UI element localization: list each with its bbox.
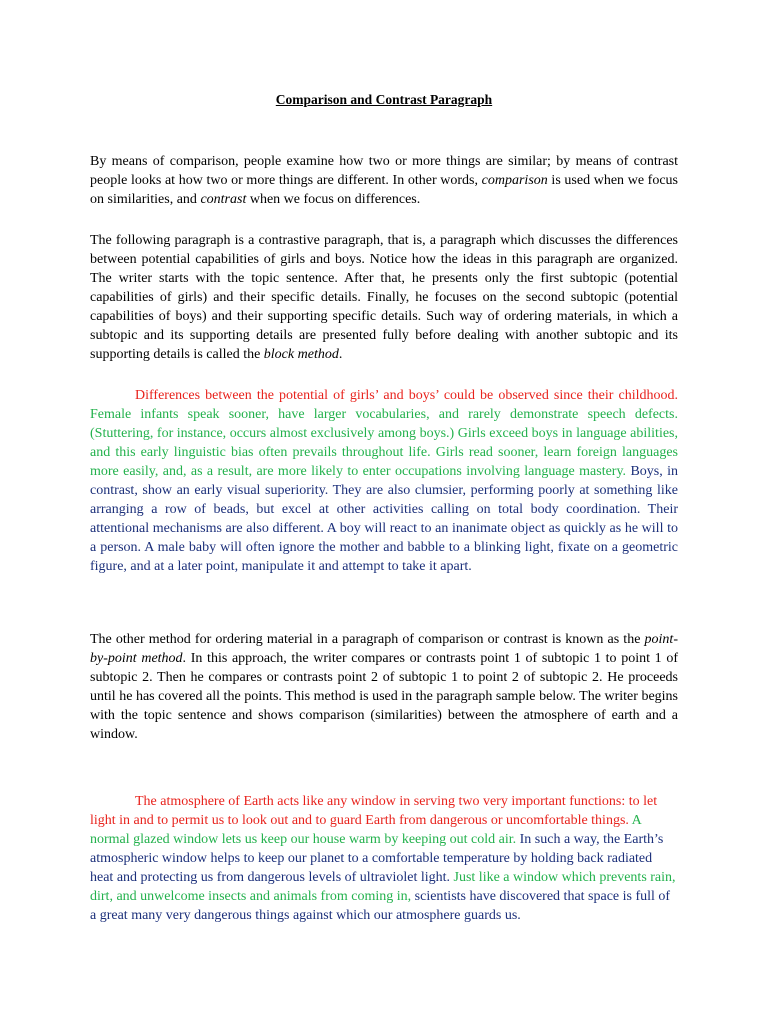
term-point-by-point: point-by-point method [90,632,678,666]
sample2-earth-detail-1: In such a way, the Earth’s atmospheric window helps to keep our planet to a comfortable temperature by holding back radiated heat and protecting us from dangerous levels of ultraviolet light. [90,832,664,885]
block-method-paragraph [90,231,678,364]
sample-paragraph-girls-boys [90,386,678,576]
intro-paragraph [90,152,678,209]
sample2-topic-sentence: The atmosphere of Earth acts like any window in serving two very important functions: to let light in and to permit us to look out and to guard Earth from dangerous or uncomfortable things. [90,794,658,828]
point-by-point-paragraph [90,630,678,744]
term-comparison: comparison [481,173,548,188]
intro-text-1: By means of comparison, people examine how two or more things are similar; by means of contrast people looks at how two or more things are different. In other words, [90,154,678,188]
intro-text-2: is used when we focus on similarities, and [90,173,679,207]
intro-text-3: when we focus on differences. [246,192,421,207]
sample2-window-detail-1: A normal glazed window lets us keep our house warm by keeping out cold air. [90,813,641,847]
sample1-girls-details: Female infants speak sooner, have larger vocabularies, and rarely demonstrate speech defects. (Stuttering, for instance, occurs almost exclusively among boys.) Girls exceed boys in language abilities, and this early linguistic bias often prevails throughout life. Girls read sooner, learn foreign languages more easily, and, as a result, are more likely to enter occupations involving language mastery. [90,407,678,479]
sample1-boys-details: Boys, in contrast, show an early visual superiority. They are also clumsier, performing poorly at something like arranging a row of beads, but excel at other activities calling on total body coordination. Their attentional mechanisms are also different. A boy will react to an inanimate object as quickly as he will to a person. A male baby will often ignore the mother and babble to a blinking light, fixate on a geometric figure, and at a later point, manipulate it and attempt to take it apart. [90,464,678,574]
pbp-text-1: The other method for ordering material in a paragraph of comparison or contrast is known as the [90,632,645,647]
block-method-text-2: . [338,347,343,362]
sample1-topic-sentence: Differences between the potential of girls’ and boys’ could be observed since their childhood. [135,388,678,403]
sample2-earth-detail-2: scientists have discovered that space is full of a great many very dangerous things against which our atmosphere guards us. [90,889,671,923]
sample2-window-detail-2: Just like a window which prevents rain, dirt, and unwelcome insects and animals from coming in, [90,870,676,904]
block-method-text-1: The following paragraph is a contrastive paragraph, that is, a paragraph which discusses the differences between potential capabilities of girls and boys. Notice how the ideas in this paragraph are organized. The writer starts with the topic sentence. After that, he presents only the first subtopic (potential capabilities of girls) and their specific details. Finally, he focuses on the second subtopic (potential capabilities of boys) and their supporting specific details. Such way of ordering materials, in which a subtopic and its supporting details are presented fully before dealing with another subtopic and its supporting details is called the [90,233,678,362]
term-contrast: contrast [200,192,247,207]
term-block-method: block method [263,347,339,362]
sample-paragraph-atmosphere [90,792,678,925]
document-title: Comparison and Contrast Paragraph [275,92,493,107]
pbp-text-2: . In this approach, the writer compares or contrasts point 1 of subtopic 1 to point 1 of subtopic 2. Then he compares or contrasts point 2 of subtopic 1 to point 2 of subtopic 2. He proceeds until he has covered all the points. This method is used in the paragraph sample below. The writer begins with the topic sentence and shows comparison (similarities) between the atmosphere of earth and a window. [90,651,678,742]
